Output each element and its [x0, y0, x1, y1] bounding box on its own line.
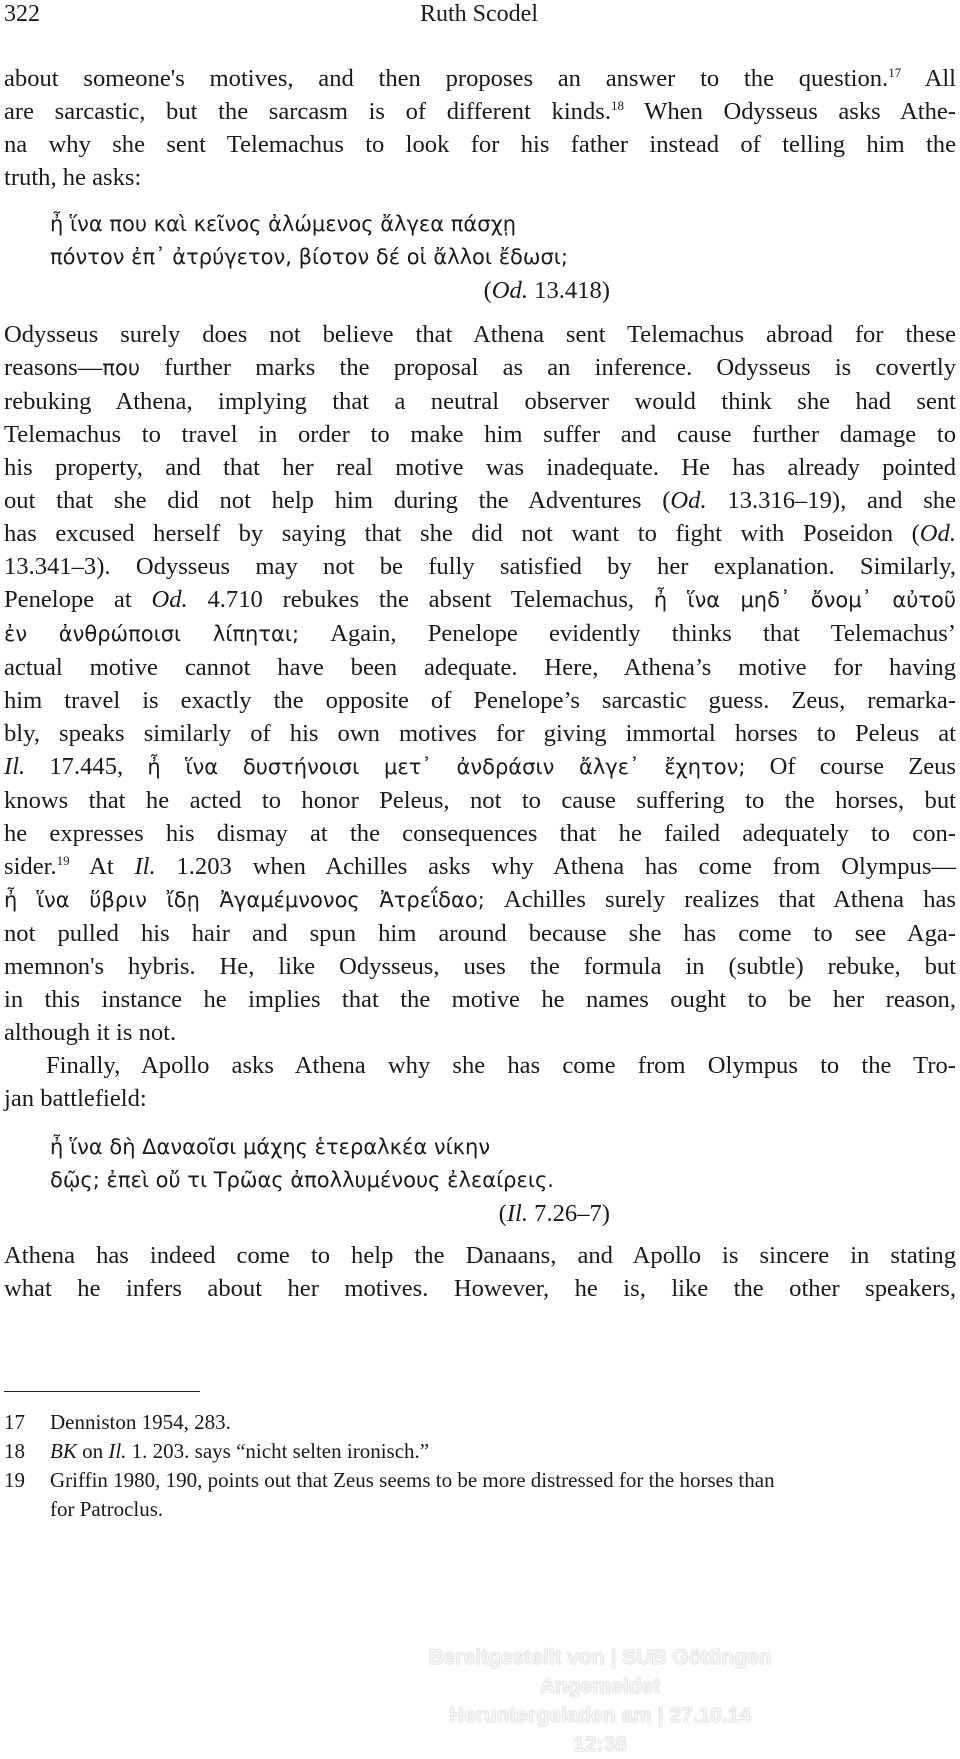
text-line: Penelope at Od. 4.710 rebukes the absent Telemachus, ἦ ἵνα μηδ᾽ ὄνομ᾽ αὐτοῦ	[4, 586, 956, 613]
page-number: 322	[4, 1, 40, 27]
text-line: Athena has indeed come to help the Danaans, and Apollo is sincere in stating	[4, 1242, 956, 1269]
footnote-divider	[4, 1391, 200, 1392]
footnote	[4, 1408, 956, 1437]
footnote-text: Griffin 1980, 190, points out that Zeus seems to be more distressed for the horses than	[50, 1468, 775, 1492]
footnote	[4, 1437, 956, 1466]
text-line: actual motive cannot have been adequate. Here, Athena’s motive for having	[4, 654, 956, 681]
text-line: rebuking Athena, implying that a neutral observer would think she had sent	[4, 388, 956, 415]
footnote	[4, 1466, 956, 1524]
text-line: he expresses his dismay at the consequences that he failed adequately to con-	[4, 820, 956, 847]
text-line: out that she did not help him during the Adventures (Od. 13.316–19), and she	[4, 487, 956, 514]
text-line: Telemachus to travel in order to make him suffer and cause further damage to	[4, 421, 956, 448]
download-watermark: Bereitgestellt von | SUB Göttingen Angemeldet Heruntergeladen am | 27.10.14 12:38	[428, 1646, 772, 1756]
text-line: Finally, Apollo asks Athena why she has come from Olympus to the Tro-	[46, 1052, 956, 1079]
text-line: in this instance he implies that the motive he names ought to be her reason,	[4, 986, 956, 1013]
text-line: bly, speaks similarly of his own motives for giving immortal horses to Peleus at	[4, 720, 956, 747]
greek-quote-line: πόντον ἐπ᾽ ἀτρύγετον, βίοτον δέ οἱ ἄλλοι ἔδωσι;	[50, 245, 568, 269]
text-line: jan battlefield:	[4, 1085, 147, 1112]
footnote-ref[interactable]: 18	[610, 98, 624, 113]
text-line: 13.341–3). Odysseus may not be fully satisfied by her explanation. Similarly,	[4, 553, 956, 580]
quote-reference: (Od. 13.418)	[483, 277, 610, 304]
text-line: na why she sent Telemachus to look for his father instead of telling him the	[4, 131, 956, 158]
text-line: truth, he asks:	[4, 164, 142, 191]
text-line: not pulled his hair and spun him around because she has come to see Aga-	[4, 920, 956, 947]
footnote-text: BK on Il. 1. 203. says “nicht selten ironisch.”	[50, 1439, 430, 1463]
greek-quote-line: δῷς; ἐπεὶ οὔ τι Τρῶας ἀπολλυμένους ἐλεαίρεις.	[50, 1168, 554, 1192]
text-line: his property, and that her real motive was inadequate. He has already pointed	[4, 454, 956, 481]
footnote-ref[interactable]: 17	[888, 65, 902, 80]
text-line: Il. 17.445, ἦ ἵνα δυστήνοισι μετ᾽ ἀνδράσιν ἄλγε᾽ ἔχητον; Of course Zeus	[4, 753, 957, 780]
quote-reference: (Il. 7.26–7)	[498, 1200, 610, 1227]
greek-quote-line: ἦ ἵνα δὴ Δαναοῖσι μάχης ἑτεραλκέα νίκην	[50, 1135, 491, 1159]
text-line: knows that he acted to honor Peleus, not to cause suffering to the horses, but	[4, 787, 956, 814]
footnote-number: 18	[4, 1439, 25, 1463]
footnote-ref[interactable]: 19	[56, 853, 70, 868]
text-line: are sarcastic, but the sarcasm is of different kinds.$^{18}$ When Odysseus asks Athe-	[4, 98, 956, 125]
text-line: has excused herself by saying that she did not want to fight with Poseidon (Od.	[4, 520, 956, 547]
greek-quote-line: ἦ ἵνα που καὶ κεῖνος ἀλώμενος ἄλγεα πάσχῃ	[50, 212, 517, 236]
running-head: Ruth Scodel	[420, 1, 538, 27]
footnote-number: 19	[4, 1468, 25, 1492]
text-line: ἦ ἵνα ὕβριν ἴδῃ Ἀγαμέμνονος Ἀτρεΐδαο; Achilles surely realizes that Athena has	[4, 886, 957, 913]
text-line: him travel is exactly the opposite of Penelope’s sarcastic guess. Zeus, remarka-	[4, 687, 956, 714]
footnotes	[4, 1408, 956, 1524]
main-text	[4, 62, 956, 1305]
text-line: memnon's hybris. He, like Odysseus, uses the formula in (subtle) rebuke, but	[4, 953, 956, 980]
text-line: reasons—που further marks the proposal as an inference. Odysseus is covertly	[4, 354, 956, 381]
footnote-number: 17	[4, 1410, 25, 1434]
text-line: about someone's motives, and then proposes an answer to the question.$^{17}$ All	[4, 65, 957, 92]
footnote-text: Denniston 1954, 283.	[50, 1410, 231, 1434]
text-line: although it is not.	[4, 1019, 177, 1046]
text-line: sider.$^{19}$ At Il. 1.203 when Achilles asks why Athena has come from Olympus—	[4, 853, 956, 880]
text-line: Odysseus surely does not believe that Athena sent Telemachus abroad for these	[4, 321, 956, 348]
text-line: ἐν ἀνθρώποισι λίπηται; Again, Penelope evidently thinks that Telemachus’	[4, 620, 956, 647]
text-line: what he infers about her motives. However, he is, like the other speakers,	[4, 1275, 956, 1302]
page-header	[4, 0, 956, 28]
footnote-text: for Patroclus.	[50, 1497, 164, 1521]
